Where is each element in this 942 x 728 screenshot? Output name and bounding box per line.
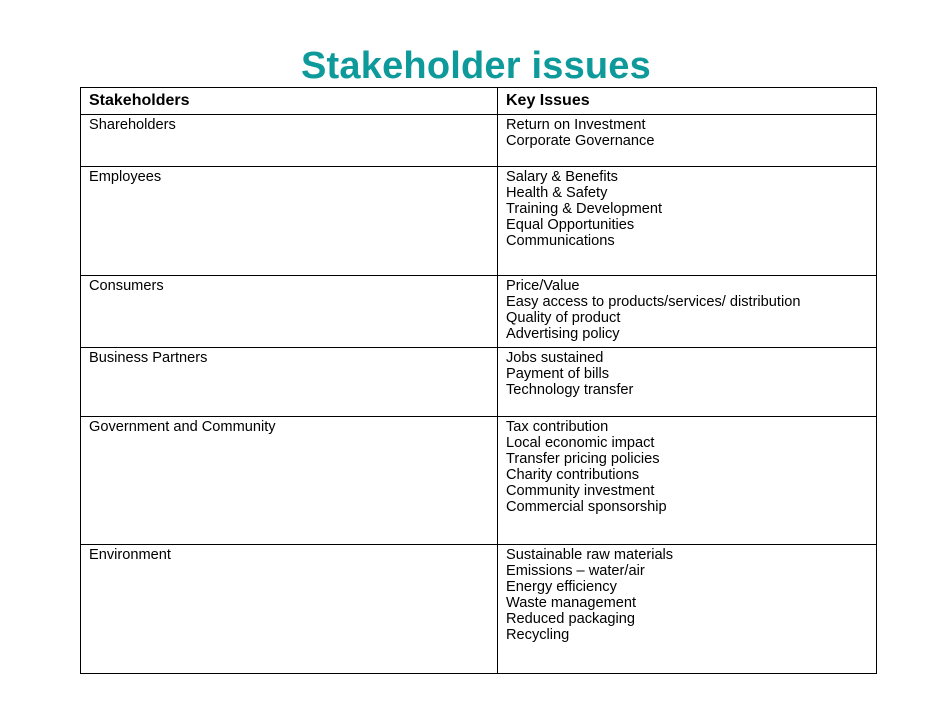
issue-item: Charity contributions (506, 467, 640, 483)
issue-item: Commercial sponsorship (506, 499, 667, 515)
page-title: Stakeholder issues (301, 45, 651, 87)
issue-item: Tax contribution (506, 419, 609, 435)
stakeholder-cell: Employees (81, 167, 498, 276)
issue-item: Community investment (506, 483, 655, 499)
issues-cell (498, 167, 877, 276)
stakeholder-cell: Environment (81, 545, 498, 674)
table-row (81, 417, 877, 545)
issues-cell (498, 348, 877, 417)
issue-item: Salary & Benefits (506, 169, 618, 185)
stakeholder-cell: Business Partners (81, 348, 498, 417)
issue-item: Technology transfer (506, 382, 634, 398)
issue-item: Return on Investment (506, 117, 646, 133)
stakeholder-table (80, 87, 877, 674)
issue-item: Corporate Governance (506, 133, 655, 149)
issues-cell (498, 545, 877, 674)
issue-item: Training & Development (506, 201, 663, 217)
column-header-stakeholders: Stakeholders (81, 88, 498, 115)
table-row (81, 115, 877, 167)
issue-item: Health & Safety (506, 185, 608, 201)
issue-item: Quality of product (506, 310, 621, 326)
issue-item: Local economic impact (506, 435, 655, 451)
issues-cell (498, 115, 877, 167)
issue-item: Jobs sustained (506, 350, 604, 366)
issue-item: Waste management (506, 595, 637, 611)
issue-item: Transfer pricing policies (506, 451, 660, 467)
issue-item: Recycling (506, 627, 570, 643)
issues-cell (498, 276, 877, 348)
issue-item: Reduced packaging (506, 611, 636, 627)
stakeholder-cell: Government and Community (81, 417, 498, 545)
table-row (81, 276, 877, 348)
issue-item: Communications (506, 233, 615, 249)
issue-item: Payment of bills (506, 366, 610, 382)
issue-item: Emissions – water/air (506, 563, 645, 579)
issue-item: Advertising policy (506, 326, 620, 342)
stakeholder-cell: Consumers (81, 276, 498, 348)
table-row (81, 348, 877, 417)
issue-item: Energy efficiency (506, 579, 617, 595)
issues-cell (498, 417, 877, 545)
issue-item: Sustainable raw materials (506, 547, 674, 563)
table-header-row (81, 88, 877, 115)
table-row (81, 167, 877, 276)
issue-item: Price/Value (506, 278, 580, 294)
issue-item: Easy access to products/services/ distribution (506, 294, 801, 310)
stakeholder-cell: Shareholders (81, 115, 498, 167)
table-row (81, 545, 877, 674)
issue-item: Equal Opportunities (506, 217, 635, 233)
column-header-key-issues: Key Issues (498, 88, 877, 115)
